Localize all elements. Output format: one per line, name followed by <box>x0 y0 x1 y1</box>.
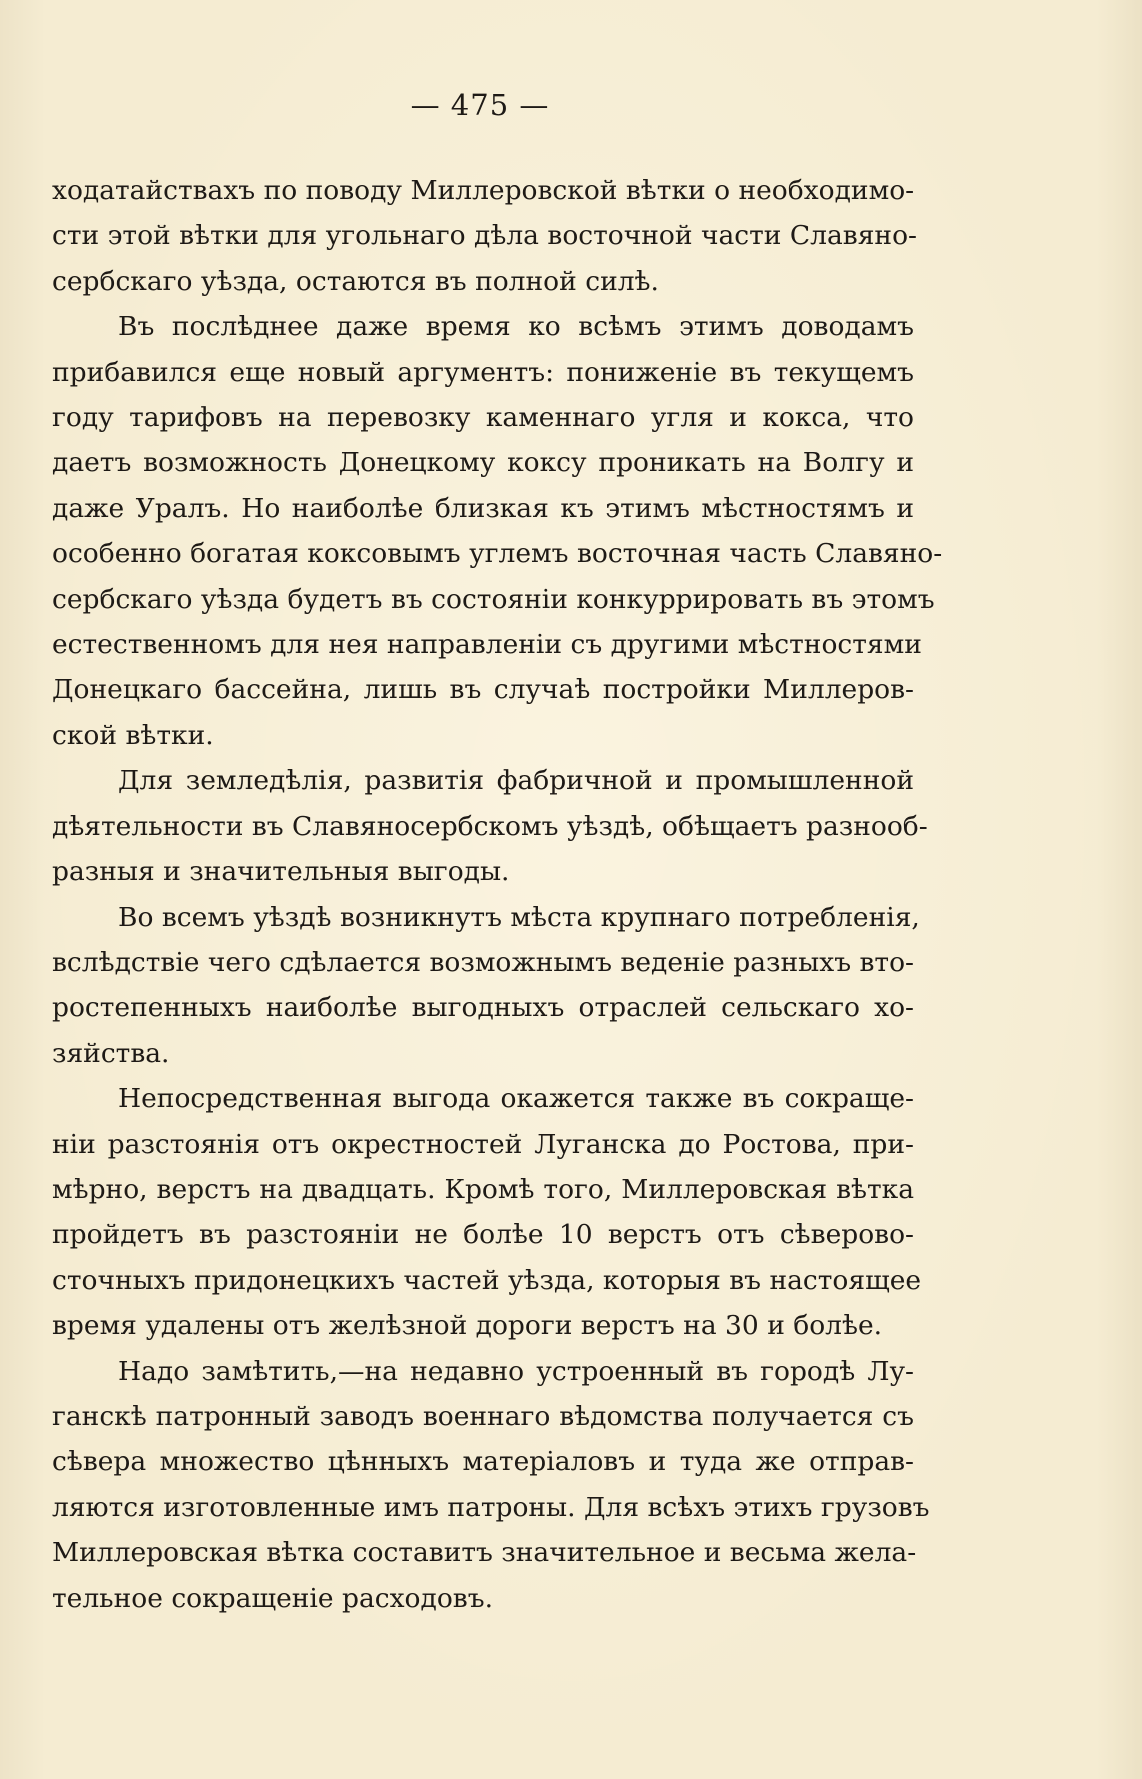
text-line: время удалены отъ желѣзной дороги верстъ на 30 и болѣе. <box>52 1310 883 1342</box>
text-line: ской вѣтки. <box>52 719 214 751</box>
text-line: Донецкаго бассейна, лишь въ случаѣ постройки Миллеров- <box>52 674 914 706</box>
paragraph <box>52 168 917 304</box>
text-line: ляются изготовленные имъ патроны. Для всѣхъ этихъ грузовъ <box>52 1491 930 1523</box>
page-text <box>52 168 943 1621</box>
text-line: вслѣдствіе чего сдѣлается возможнымъ веденіе разныхъ вто- <box>52 946 914 978</box>
text-line: ганскѣ патронный заводъ военнаго вѣдомства получается съ <box>52 1400 914 1432</box>
text-line: даетъ возможность Донецкому коксу проникать на Волгу и <box>52 447 914 479</box>
text-line: сѣвера множество цѣнныхъ матеріаловъ и туда же отправ- <box>52 1446 914 1478</box>
text-line: Миллеровская вѣтка составитъ значительное и весьма жела- <box>52 1537 917 1569</box>
page-number: — 475 — <box>410 88 550 122</box>
text-line: прибавился еще новый аргументъ: пониженіе въ текущемъ <box>52 356 914 388</box>
text-line: сербскаго уѣзда, остаются въ полной силѣ. <box>52 265 659 297</box>
text-line: Непосредственная выгода окажется также въ сокраще- <box>118 1083 914 1115</box>
text-line: Для земледѣлія, развитія фабричной и промышленной <box>118 765 914 797</box>
text-line: Въ послѣднее даже время ко всѣмъ этимъ доводамъ <box>118 311 914 343</box>
text-line: дѣятельности въ Славяносербскомъ уѣздѣ, обѣщаетъ разнооб- <box>52 810 928 842</box>
text-line: разныя и значительныя выгоды. <box>52 856 510 888</box>
paragraph <box>52 895 920 1077</box>
paragraph <box>52 758 928 894</box>
text-line: тельное сокращеніе расходовъ. <box>52 1582 493 1614</box>
text-line: году тарифовъ на перевозку каменнаго угля и кокса, что <box>52 402 914 434</box>
text-line: ходатайствахъ по поводу Миллеровской вѣтки о необходимо- <box>52 175 915 206</box>
text-line: сти этой вѣтки для угольнаго дѣла восточной части Славяно- <box>52 220 917 252</box>
text-line: Надо замѣтить,—на недавно устроенный въ городѣ Лу- <box>118 1355 914 1387</box>
text-line: ніи разстоянія отъ окрестностей Луганска до Ростова, при- <box>52 1128 914 1160</box>
text-line: сточныхъ придонецкихъ частей уѣзда, которыя въ настоящее <box>52 1264 922 1296</box>
text-line: даже Уралъ. Но наиболѣе близкая къ этимъ мѣстностямъ и <box>52 492 914 524</box>
text-line: мѣрно, верстъ на двадцать. Кромѣ того, Миллеровская вѣтка <box>52 1173 914 1205</box>
text-line: сербскаго уѣзда будетъ въ состояніи конкуррировать въ этомъ <box>52 583 935 615</box>
text-line: пройдетъ въ разстояніи не болѣе 10 верстъ отъ сѣверово- <box>52 1219 914 1251</box>
paragraph <box>52 304 943 758</box>
text-line: особенно богатая коксовымъ углемъ восточная часть Славяно- <box>52 538 943 570</box>
paragraph <box>52 1349 930 1621</box>
text-line: ростепенныхъ наиболѣе выгодныхъ отраслей сельскаго хо- <box>52 992 914 1024</box>
paragraph <box>52 1076 922 1348</box>
text-line: Во всемъ уѣздѣ возникнутъ мѣста крупнаго потребленія, <box>118 901 920 933</box>
text-line: зяйства. <box>52 1037 170 1069</box>
text-line: естественномъ для нея направленіи съ другими мѣстностями <box>52 629 922 661</box>
